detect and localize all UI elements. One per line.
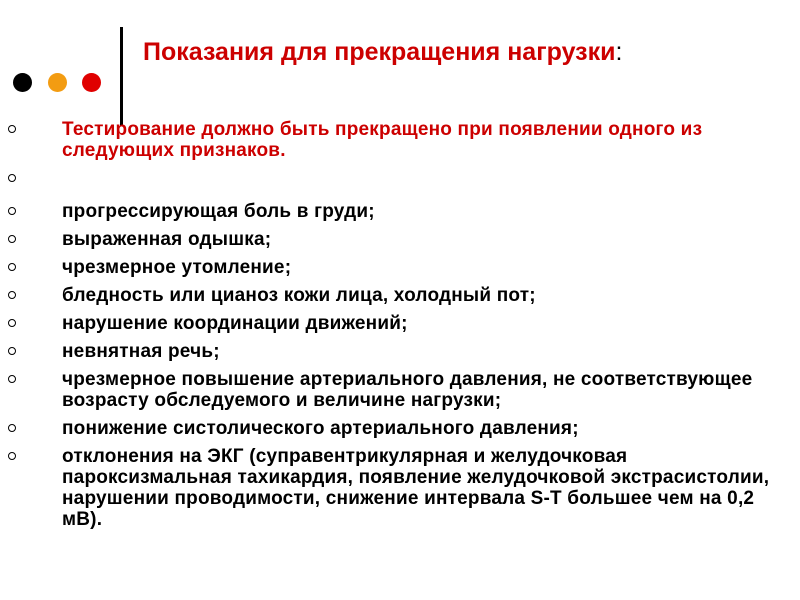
list-item-text: понижение систолического артериального давления; xyxy=(62,418,579,439)
slide-title-colon: : xyxy=(615,38,623,66)
bullet-icon xyxy=(8,452,16,460)
list-item-text: Тестирование должно быть прекращено при появлении одного из следующих признаков. xyxy=(62,119,703,161)
list-item xyxy=(0,257,790,278)
orange-dot-icon xyxy=(48,73,67,92)
list-item-text: невнятная речь; xyxy=(62,341,220,362)
bullet-icon xyxy=(8,174,16,182)
title-divider xyxy=(120,27,123,126)
list-item xyxy=(0,201,790,222)
list-item xyxy=(0,285,790,306)
list-item-intro xyxy=(0,119,790,161)
bullet-icon xyxy=(8,125,16,133)
list-item xyxy=(0,369,790,411)
list-item xyxy=(0,341,790,362)
bullet-icon xyxy=(8,291,16,299)
bullet-icon xyxy=(8,319,16,327)
list-item-text: прогрессирующая боль в груди; xyxy=(62,201,375,222)
list-item-text: бледность или цианоз кожи лица, холодный пот; xyxy=(62,285,536,306)
list-item-empty xyxy=(0,168,790,189)
bullet-icon xyxy=(8,263,16,271)
list-item xyxy=(0,313,790,334)
list-item-text: нарушение координации движений; xyxy=(62,313,408,334)
bullet-icon xyxy=(8,235,16,243)
decorative-dots xyxy=(13,73,113,93)
bullet-icon xyxy=(8,347,16,355)
list-item xyxy=(0,418,790,439)
slide-title xyxy=(143,38,622,67)
list-item-text: чрезмерное утомление; xyxy=(62,257,292,278)
list-item xyxy=(0,229,790,250)
slide-title-text: Показания для прекращения нагрузки xyxy=(143,38,616,66)
indication-list xyxy=(0,119,790,530)
bullet-icon xyxy=(8,207,16,215)
black-dot-icon xyxy=(13,73,32,92)
bullet-icon xyxy=(8,424,16,432)
bullet-icon xyxy=(8,375,16,383)
list-item-text: чрезмерное повышение артериального давления, не соответствующее возрасту обследуемого и величине нагрузки; xyxy=(62,369,753,411)
list-item xyxy=(0,446,790,530)
list-item-text: выраженная одышка; xyxy=(62,229,272,250)
red-dot-icon xyxy=(82,73,101,92)
list-item-text: отклонения на ЭКГ (суправентрикулярная и желудочковая пароксизмальная тахикардия, появление желудочковой экстрасистолии, нарушении проводимости, снижение интервала S-T большее чем на 0,2 мВ). xyxy=(62,446,770,530)
